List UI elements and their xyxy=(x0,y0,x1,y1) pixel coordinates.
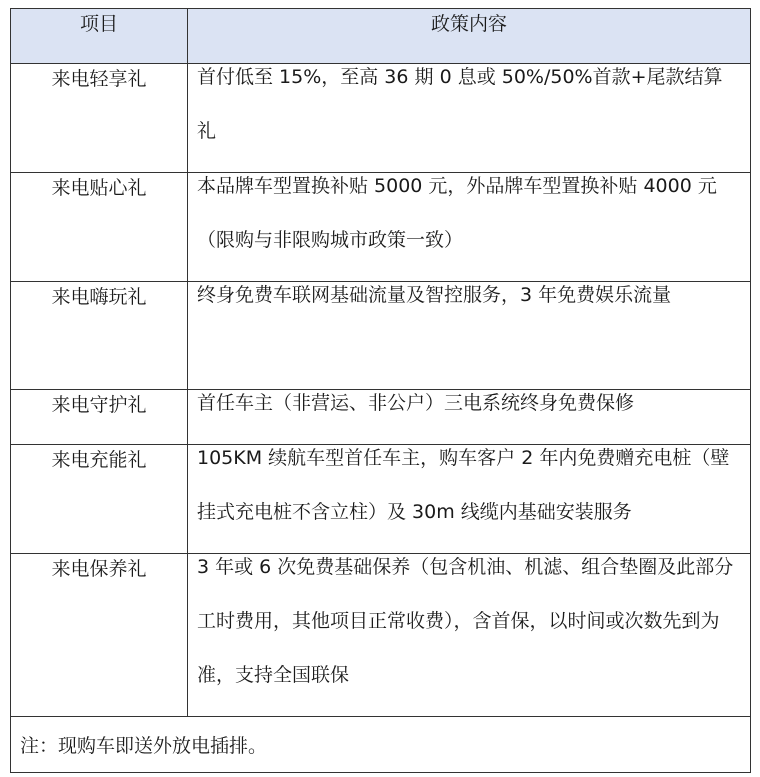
row-content-text: 本品牌车型置换补贴 5000 元，外品牌车型置换补贴 4000 元（限购与非限购城市政策一致） xyxy=(197,175,717,251)
table-row xyxy=(11,554,751,717)
row-content-text: 105KM 续航车型首任车主，购车客户 2 年内免费赠充电桩（壁挂式充电桩不含立柱）及 30m 线缆内基础安装服务 xyxy=(197,447,730,523)
row-item-label: 来电贴心礼 xyxy=(11,173,188,282)
table-row xyxy=(11,173,751,282)
table-row xyxy=(11,445,751,554)
row-content-text: 3 年或 6 次免费基础保养（包含机油、机滤、组合垫圈及此部分工时费用，其他项目正常收费），含首保，以时间或次数先到为准，支持全国联保 xyxy=(197,556,734,686)
row-item-label: 来电充能礼 xyxy=(11,445,188,554)
table-row xyxy=(11,282,751,390)
header-content: 政策内容 xyxy=(188,9,751,64)
row-content-cell xyxy=(188,445,751,554)
row-content-text: 首任车主（非营运、非公户）三电系统终身免费保修 xyxy=(197,392,635,414)
policy-table-container xyxy=(10,8,750,773)
table-note-row xyxy=(11,717,751,773)
row-item-label: 来电轻享礼 xyxy=(11,64,188,173)
row-content-cell xyxy=(188,282,751,390)
row-content-cell xyxy=(188,554,751,717)
table-note: 注：现购车即送外放电插排。 xyxy=(11,717,751,773)
table-row xyxy=(11,64,751,173)
header-item: 项目 xyxy=(11,9,188,64)
row-content-text: 终身免费车联网基础流量及智控服务，3 年免费娱乐流量 xyxy=(197,284,672,306)
row-content-text: 首付低至 15%，至高 36 期 0 息或 50%/50%首款+尾款结算礼 xyxy=(197,66,723,142)
row-content-cell xyxy=(188,173,751,282)
row-item-label: 来电保养礼 xyxy=(11,554,188,717)
row-content-cell xyxy=(188,64,751,173)
policy-table xyxy=(10,8,751,773)
row-item-label: 来电守护礼 xyxy=(11,390,188,445)
row-item-label: 来电嗨玩礼 xyxy=(11,282,188,390)
